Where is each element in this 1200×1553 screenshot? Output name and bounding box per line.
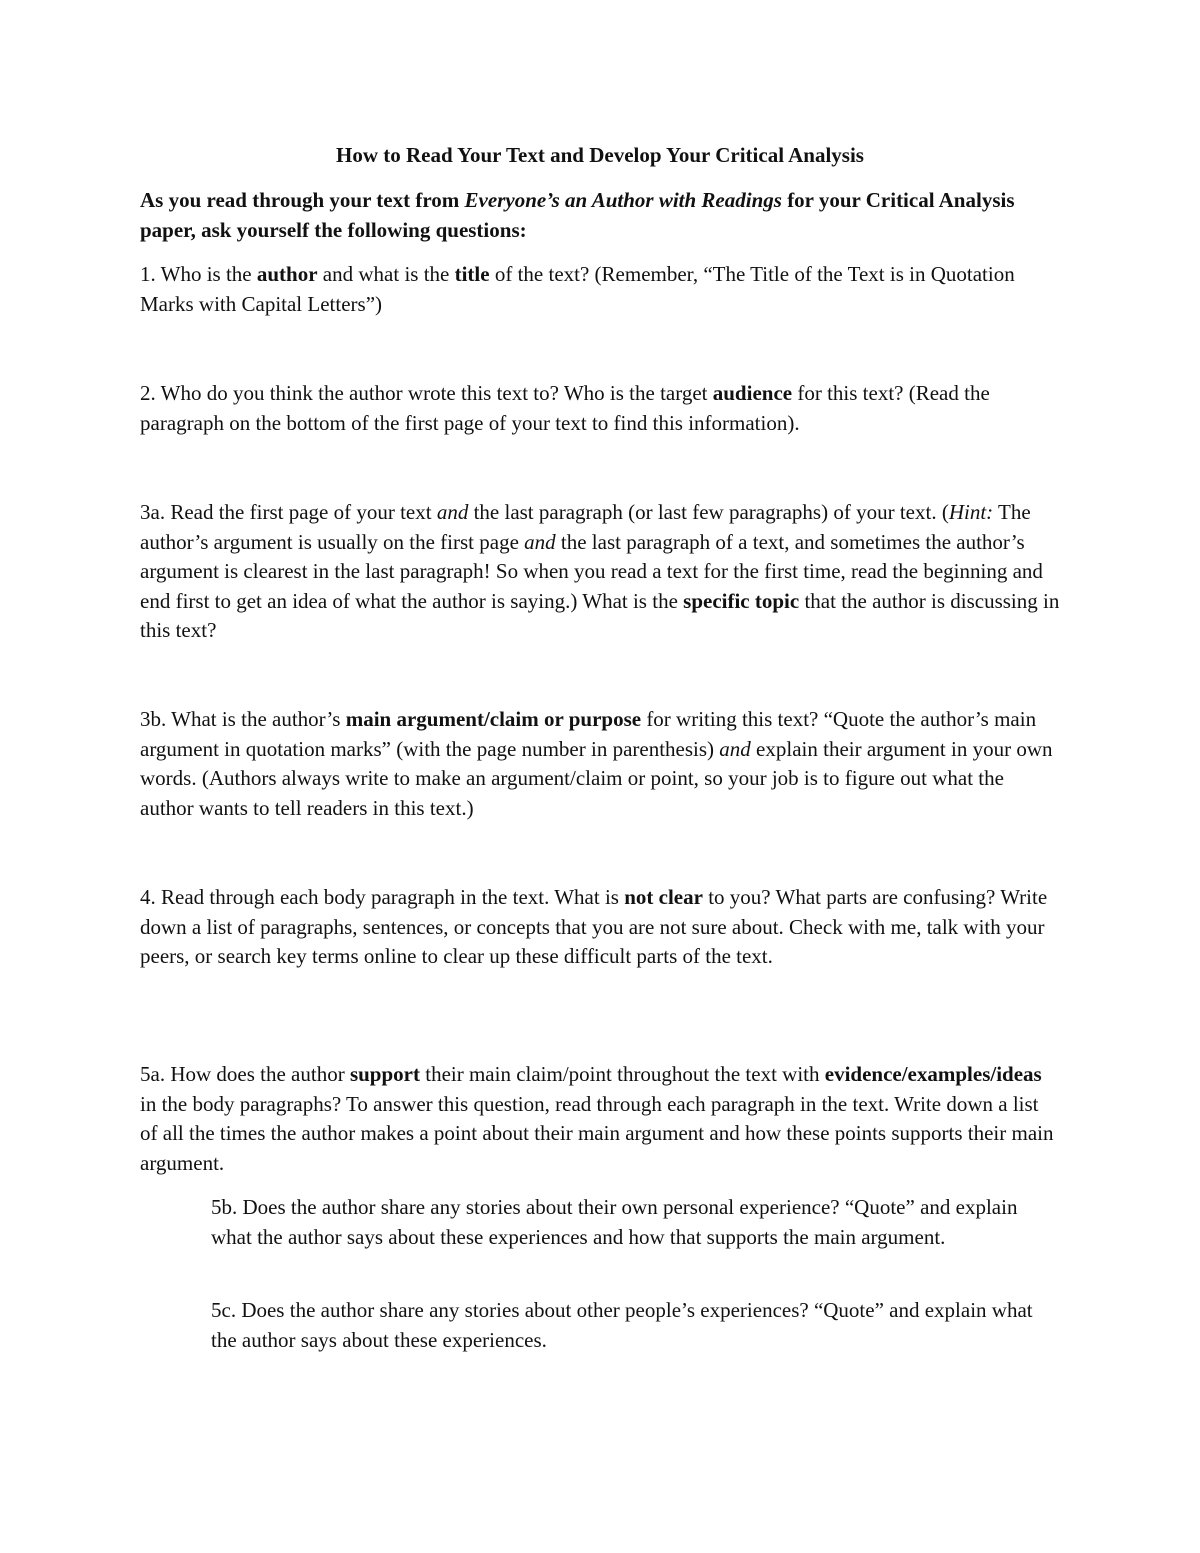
question-5a <box>140 1060 1060 1178</box>
q1-bold-title: title <box>454 262 490 286</box>
q3a-italic-hint: Hint: <box>948 500 994 524</box>
q1-text-e: of the text? (Remember, “The Title of the Text is in Quotation Marks with Capital Letters”) <box>140 262 1015 316</box>
q5a-text-e: in the body paragraphs? To answer this question, read through each paragraph in the text. Write down a list of all the times the author makes a point about their main argument and how these points supports their main argument. <box>140 1091 1054 1175</box>
q3a-italic-and-1: and <box>436 500 469 524</box>
intro-text-1: As you read through your text from <box>140 188 465 212</box>
intro-text-2: for your Critical Analysis paper, ask yourself the following questions: <box>140 188 1015 242</box>
q5a-text-a: 5a. How does the author <box>140 1062 350 1086</box>
q3b-text-a: 3b. What is the author’s <box>140 707 346 731</box>
document-title: How to Read Your Text and Develop Your Critical Analysis <box>336 143 864 167</box>
question-5b: 5b. Does the author share any stories about their own personal experience? “Quote” and explain what the author says about these experiences and how that supports the main argument. <box>211 1195 1018 1249</box>
book-title: Everyone’s an Author with Readings <box>464 188 782 212</box>
question-3a <box>140 498 1060 646</box>
q2-text-c: for this text? (Read the paragraph on the bottom of the first page of your text to find this information). <box>140 381 990 435</box>
q5a-bold-evidence: evidence/examples/ideas <box>824 1062 1042 1086</box>
q1-text-c: and what is the <box>317 262 455 286</box>
q3a-text-a: 3a. Read the first page of your text <box>140 500 437 524</box>
q2-bold-audience: audience <box>712 381 793 405</box>
intro-paragraph <box>140 185 1060 245</box>
q1-bold-author: author <box>256 262 318 286</box>
q3a-text-d: the last paragraph of a text, and sometimes the author’s argument is clearest in the last paragraph! So when you read a text for the first time, read the beginning and end first to get an idea of what the author is saying.) What is the <box>140 529 1043 613</box>
q3a-text-f: that the author is discussing in this text? <box>140 588 1060 642</box>
q3b-bold-main-argument: main argument/claim or purpose <box>345 707 642 731</box>
question-4 <box>140 883 1060 972</box>
question-2 <box>140 379 1060 438</box>
q4-text-c: to you? What parts are confusing? Write down a list of paragraphs, sentences, or concepts that you are not sure about. Check with me, talk with your peers, or search key terms online to clear up these difficult parts of the text. <box>140 885 1048 968</box>
q2-text-a: 2. Who do you think the author wrote this text to? Who is the target <box>140 381 713 405</box>
q4-text-a: 4. Read through each body paragraph in the text. What is <box>140 885 625 909</box>
question-5c: 5c. Does the author share any stories about other people’s experiences? “Quote” and explain what the author says about these experiences. <box>211 1298 1033 1352</box>
q1-text-a: 1. Who is the <box>140 262 257 286</box>
q3b-italic-and: and <box>719 736 751 761</box>
q5a-bold-support: support <box>349 1062 420 1086</box>
q3a-text-c: The author’s argument is usually on the first page <box>140 500 1031 554</box>
q3a-text-b: the last paragraph (or last few paragraphs) of your text. ( <box>468 500 949 524</box>
q3a-italic-and-2: and <box>524 529 556 554</box>
q4-bold-not-clear: not clear <box>624 885 703 909</box>
question-1 <box>140 260 1060 319</box>
q3b-text-d: explain their argument in your own words. (Authors always write to make an argument/claim or point, so your job is to figure out what the author wants to tell readers in this text.) <box>140 736 1053 820</box>
question-3b <box>140 705 1060 823</box>
q3b-text-c: for writing this text? “Quote the author’s main argument in quotation marks” (with the page number in parenthesis) <box>140 707 1037 761</box>
q3a-bold-specific-topic: specific topic <box>683 588 800 613</box>
q5a-text-c: their main claim/point throughout the text with <box>419 1062 825 1086</box>
